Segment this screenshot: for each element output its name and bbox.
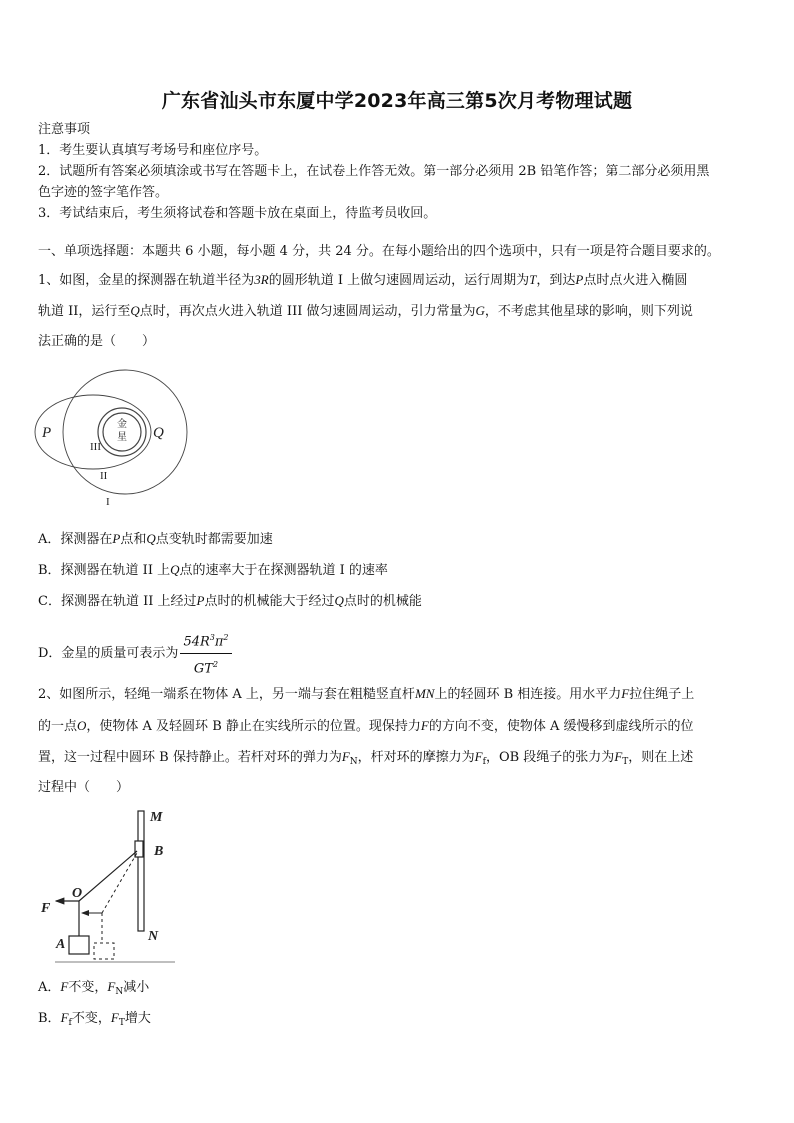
rope-ob-solid [79,851,137,901]
q1-orbit-figure [30,365,210,515]
point-p-label: P [42,425,52,441]
notice-item-1: 1．考生要认真填写考场号和座位序号。 [38,143,268,158]
planet-label-top: 金 [117,419,127,430]
orbit-2-label: II [100,470,108,482]
notice-item-2: 2．试题所有答案必须填涂或书写在答题卡上，在试卷上作答无效。第一部分必须用 2B 铅笔作答；第二部分必须用黑 [38,164,710,179]
rope-ob-dashed [102,853,137,913]
q2-stem-line-1: 2、如图所示，轻绳一端系在物体 A 上，另一端与套在粗糙竖直杆MN上的轻圆环 B 相连接。用水平力F拉住绳子上 [38,686,695,702]
block-a [69,936,89,954]
q2-stem-line-3: 置，这一过程中圆环 B 保持静止。若杆对环的弹力为$F_N$，杆对环的摩擦力为$F_f$，OB 段绳子的张力为$F_T$，则在上述 [38,749,694,767]
q1-stem-line-3: 法正确的是（ ） [38,334,156,349]
label-f: F [41,901,51,916]
q2-stem-line-4: 过程中（ ） [38,780,130,795]
point-q-label: Q [153,425,164,441]
page-title: 广东省汕头市东厦中学2023年高三第5次月考物理试题 [161,90,633,112]
label-n: N [148,929,159,944]
section-heading: 一、单项选择题：本题共 6 小题，每小题 4 分，共 24 分。在每小题给出的四个选项中，只有一项是符合题目要求的。 [38,244,720,259]
label-m: M [150,810,163,825]
notice-item-3: 3．考试结束后，考生须将试卷和答题卡放在桌面上，待监考员收回。 [38,206,437,221]
rod-mn [138,811,144,931]
q2-option-a: A．F不变，$F_N$减小 [38,979,150,997]
q2-stem-line-2: 的一点O，使物体 A 及轻圆环 B 静止在实线所示的位置。现保持力F的方向不变，使物体 A 缓慢移到虚线所示的位 [38,718,694,734]
orbit-3-label: III [90,441,101,453]
mass-formula: $\frac{54R^3\pi^2}{GT^2}$ [180,628,231,680]
q2-option-b: B．$F_f$不变，$F_T$增大 [38,1010,151,1028]
q1-option-d: D．金星的质量可表示为 $\frac{54R^3\pi^2}{GT^2}$ [38,628,232,680]
notice-heading: 注意事项 [38,122,91,137]
notice-item-2-cont: 色字迹的签字笔作答。 [38,185,169,200]
orbit-1-label: I [106,496,110,508]
q1-stem-line-1: 1、如图，金星的探测器在轨道半径为3R的圆形轨道 I 上做匀速圆周运动，运行周期为T，到达P点时点火进入椭圆 [38,272,688,288]
q2-rod-figure [30,805,190,965]
q1-option-a: A．探测器在P点和Q点变轨时都需要加速 [38,531,273,547]
q1-stem-line-2: 轨道 II，运行至Q点时，再次点火进入轨道 III 做匀速圆周运动，引力常量为G，不考虑其他星球的影响，则下列说 [38,303,693,319]
label-o: O [72,886,83,901]
label-b: B [154,844,164,859]
block-a-dashed [94,943,114,959]
planet-label-bottom: 星 [117,432,127,443]
q1-option-b: B．探测器在轨道 II 上Q点的速率大于在探测器轨道 I 的速率 [38,562,388,578]
q1-option-c: C．探测器在轨道 II 上经过P点时的机械能大于经过Q点时的机械能 [38,593,422,609]
label-a: A [56,937,66,952]
